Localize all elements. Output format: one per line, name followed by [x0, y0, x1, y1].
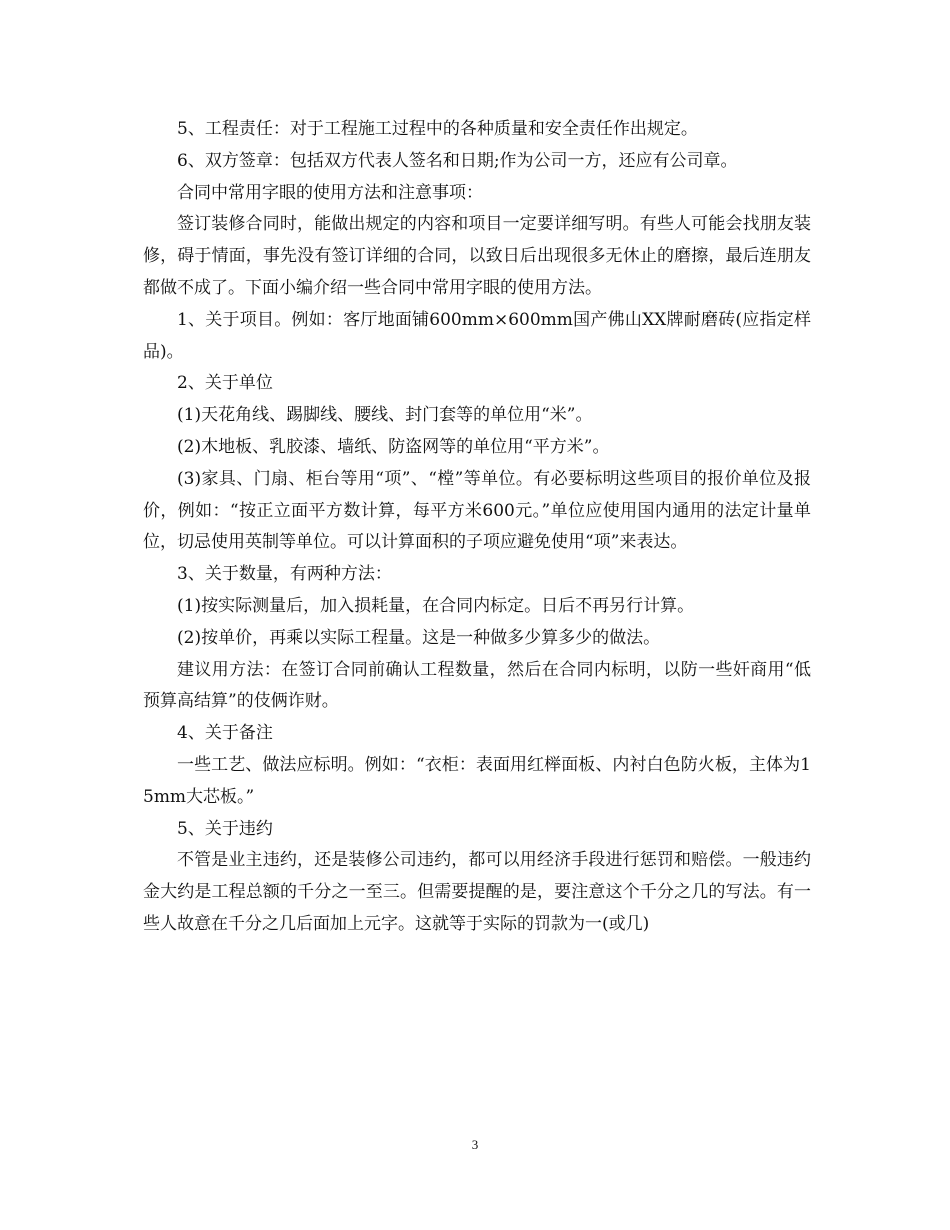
paragraph-about-breach-heading: 5、关于违约 [177, 818, 273, 839]
paragraph-breach-details: 不管是业主违约，还是装修公司违约，都可以用经济手段进行惩罚和赔偿。一般违约金大约是工程总额的千分之一至三。但需要提醒的是，要注意这个千分之几的写法。有一些人故意在千分之几后面加上元字。这就等于实际的罚款为一(或几) [143, 850, 811, 934]
paragraph-signatures: 6、双方签章：包括双方代表人签名和日期;作为公司一方，还应有公司章。 [177, 150, 738, 171]
document-body [143, 114, 811, 941]
paragraph-quantity-unit-price: (2)按单价，再乘以实际工程量。这是一种做多少算多少的做法。 [177, 627, 661, 648]
paragraph-about-items: 1、关于项目。例如：客厅地面铺600mm×600mm国产佛山XX牌耐磨砖(应指定样品)。 [143, 309, 811, 362]
paragraph-about-units-heading: 2、关于单位 [177, 373, 273, 394]
paragraph-quantity-advice: 建议用方法：在签订合同前确认工程数量，然后在合同内标明，以防一些奸商用“低预算高结算”的伎俩诈财。 [143, 659, 811, 712]
page-number: 3 [471, 1137, 479, 1152]
paragraph-units-meters: (1)天花角线、踢脚线、腰线、封门套等的单位用“米”。 [177, 405, 593, 426]
paragraph-quantity-measured: (1)按实际测量后，加入损耗量，在合同内标定。日后不再另行计算。 [177, 595, 695, 616]
paragraph-notes-example: 一些工艺、做法应标明。例如：“衣柜：表面用红榉面板、内衬白色防火板，主体为15mm大芯板。” [143, 754, 811, 807]
paragraph-contract-intro: 签订装修合同时，能做出规定的内容和项目一定要详细写明。有些人可能会找朋友装修，碍于情面，事先没有签订详细的合同，以致日后出现很多无休止的磨擦，最后连朋友都做不成了。下面小编介绍一些合同中常用字眼的使用方法。 [143, 214, 811, 298]
paragraph-about-notes-heading: 4、关于备注 [177, 723, 273, 744]
paragraph-units-square-meters: (2)木地板、乳胶漆、墙纸、防盗网等的单位用“平方米”。 [177, 436, 610, 457]
paragraph-about-quantity-heading: 3、关于数量，有两种方法： [177, 564, 392, 585]
paragraph-common-terms-heading: 合同中常用字眼的使用方法和注意事项： [177, 182, 483, 203]
paragraph-engineering-responsibility: 5、工程责任：对于工程施工过程中的各种质量和安全责任作出规定。 [177, 119, 698, 139]
paragraph-units-items: (3)家具、门扇、柜台等用“项”、“樘”等单位。有必要标明这些项目的报价单位及报价，例如：“按正立面平方数计算，每平方米600元。”单位应使用国内通用的法定计量单位，切忌使用英制等单位。可以计算面积的子项应避免使用“项”来表达。 [143, 468, 811, 553]
